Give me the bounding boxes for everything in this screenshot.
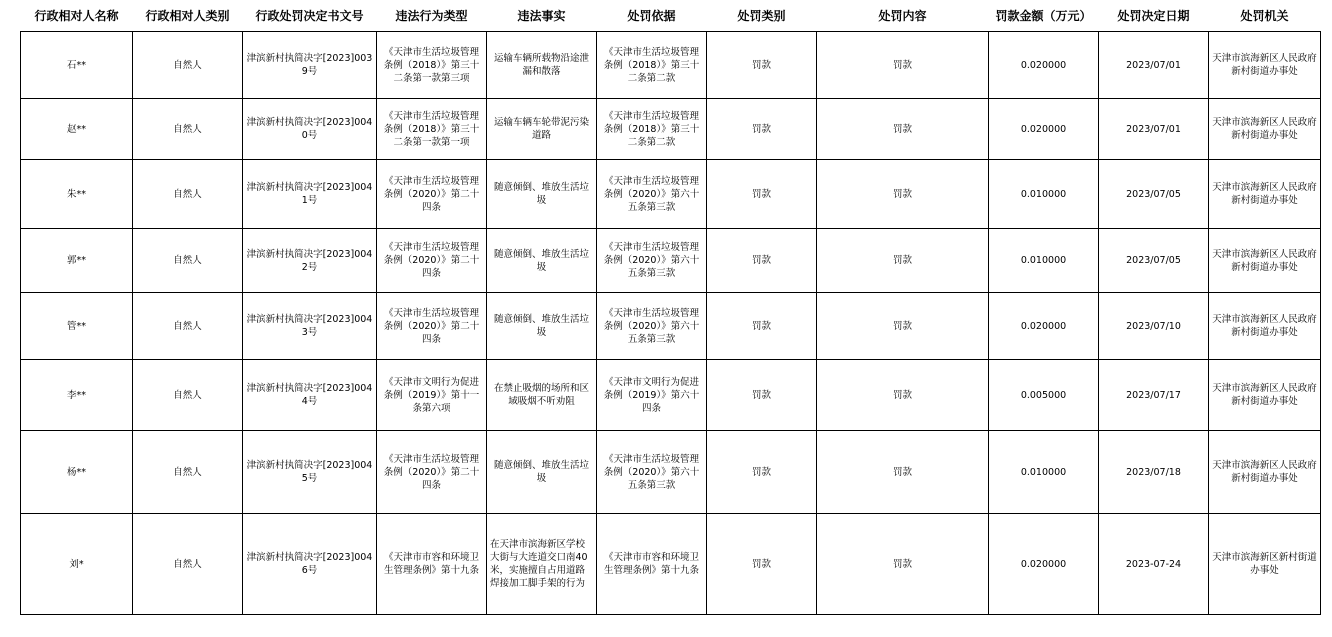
cell-violation-type: 《天津市生活垃圾管理条例（2020）》第二十四条 <box>377 229 487 293</box>
cell-doc-no: 津滨新村执简决字[2023]0044号 <box>243 360 377 431</box>
cell-doc-no: 津滨新村执简决字[2023]0043号 <box>243 293 377 360</box>
cell-penalty-content: 罚款 <box>817 32 989 99</box>
cell-facts: 随意倾倒、堆放生活垃圾 <box>487 293 597 360</box>
cell-authority: 天津市滨海新区人民政府新村街道办事处 <box>1209 229 1321 293</box>
header-category: 行政相对人类别 <box>145 9 230 23</box>
cell-name: 朱** <box>21 160 133 229</box>
cell-basis: 《天津市生活垃圾管理条例（2020）》第六十五条第三款 <box>597 160 707 229</box>
cell-violation-type: 《天津市市容和环境卫生管理条例》第十九条 <box>377 514 487 615</box>
header-amount: 罚款金额（万元） <box>995 9 1092 23</box>
cell-name: 李** <box>21 360 133 431</box>
cell-doc-no: 津滨新村执简决字[2023]0045号 <box>243 431 377 514</box>
cell-date: 2023/07/18 <box>1099 431 1209 514</box>
cell-basis: 《天津市生活垃圾管理条例（2018）》第三十二条第二款 <box>597 32 707 99</box>
table-row <box>21 293 1321 360</box>
cell-penalty-type: 罚款 <box>707 32 817 99</box>
header-facts: 违法事实 <box>517 9 566 23</box>
header-violation-type: 违法行为类型 <box>395 9 468 23</box>
cell-facts: 在禁止吸烟的场所和区域吸烟不听劝阻 <box>487 360 597 431</box>
cell-category: 自然人 <box>133 431 243 514</box>
table-row <box>21 360 1321 431</box>
cell-amount: 0.020000 <box>989 293 1099 360</box>
cell-amount: 0.010000 <box>989 229 1099 293</box>
cell-penalty-type: 罚款 <box>707 229 817 293</box>
cell-penalty-content: 罚款 <box>817 99 989 160</box>
cell-authority: 天津市滨海新区人民政府新村街道办事处 <box>1209 293 1321 360</box>
cell-date: 2023/07/10 <box>1099 293 1209 360</box>
cell-penalty-content: 罚款 <box>817 431 989 514</box>
cell-violation-type: 《天津市文明行为促进条例（2019）》第十一条第六项 <box>377 360 487 431</box>
cell-facts: 在天津市滨海新区学校大街与大连道交口南40米，实施擅自占用道路焊接加工脚手架的行为 <box>487 514 597 615</box>
cell-authority: 天津市滨海新区人民政府新村街道办事处 <box>1209 32 1321 99</box>
cell-date: 2023-07-24 <box>1099 514 1209 615</box>
cell-authority: 天津市滨海新区人民政府新村街道办事处 <box>1209 431 1321 514</box>
cell-basis: 《天津市生活垃圾管理条例（2020）》第六十五条第三款 <box>597 431 707 514</box>
cell-violation-type: 《天津市生活垃圾管理条例（2018）》第三十二条第一款第三项 <box>377 32 487 99</box>
table-header-row <box>21 0 1321 32</box>
cell-authority: 天津市滨海新区人民政府新村街道办事处 <box>1209 99 1321 160</box>
cell-facts: 随意倾倒、堆放生活垃圾 <box>487 431 597 514</box>
cell-violation-type: 《天津市生活垃圾管理条例（2018）》第三十二条第一款第一项 <box>377 99 487 160</box>
cell-penalty-content: 罚款 <box>817 160 989 229</box>
cell-amount: 0.005000 <box>989 360 1099 431</box>
cell-doc-no: 津滨新村执简决字[2023]0041号 <box>243 160 377 229</box>
cell-violation-type: 《天津市生活垃圾管理条例（2020）》第二十四条 <box>377 293 487 360</box>
cell-penalty-type: 罚款 <box>707 360 817 431</box>
cell-doc-no: 津滨新村执简决字[2023]0040号 <box>243 99 377 160</box>
cell-date: 2023/07/01 <box>1099 32 1209 99</box>
cell-amount: 0.010000 <box>989 160 1099 229</box>
cell-name: 郭** <box>21 229 133 293</box>
cell-amount: 0.010000 <box>989 431 1099 514</box>
table-row <box>21 514 1321 615</box>
cell-penalty-type: 罚款 <box>707 99 817 160</box>
cell-category: 自然人 <box>133 160 243 229</box>
cell-authority: 天津市滨海新区人民政府新村街道办事处 <box>1209 160 1321 229</box>
table-row <box>21 160 1321 229</box>
header-penalty-type: 处罚类别 <box>737 9 786 23</box>
cell-facts: 随意倾倒、堆放生活垃圾 <box>487 229 597 293</box>
cell-basis: 《天津市市容和环境卫生管理条例》第十九条 <box>597 514 707 615</box>
cell-doc-no: 津滨新村执简决字[2023]0042号 <box>243 229 377 293</box>
table-row <box>21 431 1321 514</box>
cell-date: 2023/07/05 <box>1099 229 1209 293</box>
cell-doc-no: 津滨新村执简决字[2023]0046号 <box>243 514 377 615</box>
cell-violation-type: 《天津市生活垃圾管理条例（2020）》第二十四条 <box>377 160 487 229</box>
cell-penalty-type: 罚款 <box>707 514 817 615</box>
cell-date: 2023/07/01 <box>1099 99 1209 160</box>
cell-name: 刘* <box>21 514 133 615</box>
cell-basis: 《天津市生活垃圾管理条例（2020）》第六十五条第三款 <box>597 229 707 293</box>
cell-authority: 天津市滨海新区人民政府新村街道办事处 <box>1209 360 1321 431</box>
cell-doc-no: 津滨新村执简决字[2023]0039号 <box>243 32 377 99</box>
table-row <box>21 99 1321 160</box>
cell-category: 自然人 <box>133 514 243 615</box>
cell-category: 自然人 <box>133 229 243 293</box>
cell-penalty-content: 罚款 <box>817 514 989 615</box>
penalty-table <box>20 0 1321 615</box>
header-doc-no: 行政处罚决定书文号 <box>255 9 364 23</box>
cell-category: 自然人 <box>133 293 243 360</box>
cell-authority: 天津市滨海新区新村街道办事处 <box>1209 514 1321 615</box>
cell-amount: 0.020000 <box>989 32 1099 99</box>
cell-facts: 运输车辆车轮带泥污染道路 <box>487 99 597 160</box>
cell-penalty-content: 罚款 <box>817 360 989 431</box>
table-row <box>21 32 1321 99</box>
cell-name: 石** <box>21 32 133 99</box>
cell-penalty-type: 罚款 <box>707 431 817 514</box>
cell-date: 2023/07/05 <box>1099 160 1209 229</box>
cell-basis: 《天津市生活垃圾管理条例（2020）》第六十五条第三款 <box>597 293 707 360</box>
table-row <box>21 229 1321 293</box>
cell-category: 自然人 <box>133 99 243 160</box>
header-authority: 处罚机关 <box>1240 9 1289 23</box>
cell-penalty-content: 罚款 <box>817 293 989 360</box>
cell-name: 杨** <box>21 431 133 514</box>
cell-name: 管** <box>21 293 133 360</box>
cell-facts: 随意倾倒、堆放生活垃圾 <box>487 160 597 229</box>
cell-category: 自然人 <box>133 32 243 99</box>
cell-penalty-type: 罚款 <box>707 293 817 360</box>
cell-basis: 《天津市文明行为促进条例（2019）》第六十四条 <box>597 360 707 431</box>
cell-violation-type: 《天津市生活垃圾管理条例（2020）》第二十四条 <box>377 431 487 514</box>
cell-amount: 0.020000 <box>989 514 1099 615</box>
cell-penalty-content: 罚款 <box>817 229 989 293</box>
cell-date: 2023/07/17 <box>1099 360 1209 431</box>
cell-amount: 0.020000 <box>989 99 1099 160</box>
cell-name: 赵** <box>21 99 133 160</box>
cell-basis: 《天津市生活垃圾管理条例（2018）》第三十二条第二款 <box>597 99 707 160</box>
cell-facts: 运输车辆所载物沿途泄漏和散落 <box>487 32 597 99</box>
header-date: 处罚决定日期 <box>1117 9 1190 23</box>
header-name: 行政相对人名称 <box>34 9 119 23</box>
cell-category: 自然人 <box>133 360 243 431</box>
header-basis: 处罚依据 <box>627 9 676 23</box>
header-penalty-content: 处罚内容 <box>878 9 927 23</box>
cell-penalty-type: 罚款 <box>707 160 817 229</box>
